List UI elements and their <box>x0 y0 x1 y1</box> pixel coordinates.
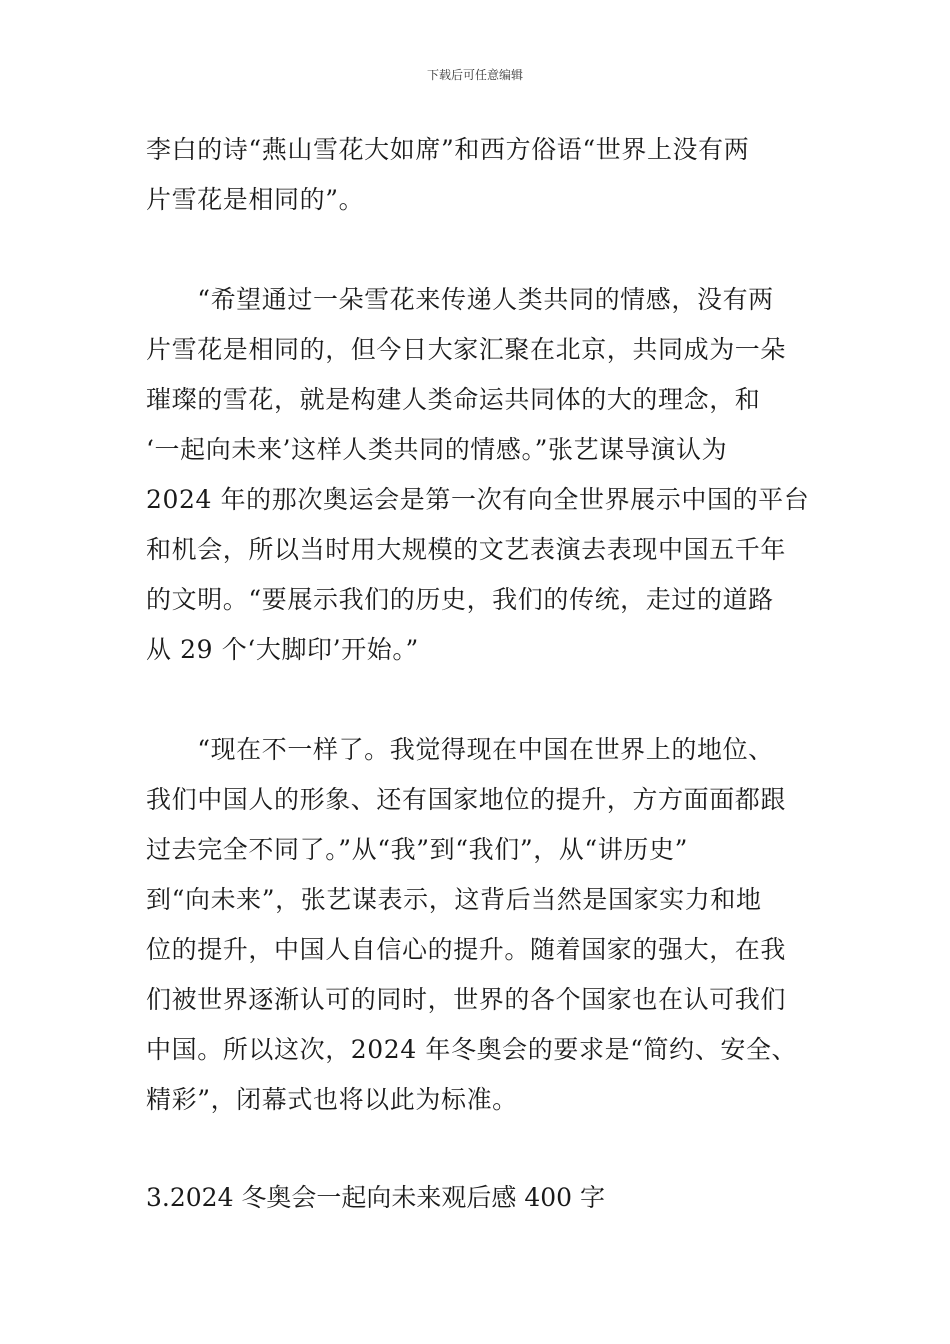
paragraph-line: 我们中国人的形象、还有国家地位的提升，方方面面都跟 <box>146 785 787 814</box>
paragraph-line: “希望通过一朵雪花来传递人类共同的情感，没有两 <box>146 285 774 314</box>
paragraph-line: 片雪花是相同的，但今日大家汇聚在北京，共同成为一朵 <box>146 335 787 364</box>
paragraph-line: 片雪花是相同的”。 <box>146 185 365 214</box>
paragraph-line: 从 29 个‘大脚印’开始。” <box>146 635 419 664</box>
paragraph-line: 们被世界逐渐认可的同时，世界的各个国家也在认可我们 <box>146 985 787 1014</box>
paragraph-line: 的文明。“要展示我们的历史，我们的传统，走过的道路 <box>146 585 774 614</box>
paragraph-line: 到“向未来”，张艺谋表示，这背后当然是国家实力和地 <box>146 885 762 914</box>
paragraph-line: 2024 年的那次奥运会是第一次有向全世界展示中国的平台 <box>146 485 810 514</box>
paragraph-line: 位的提升，中国人自信心的提升。随着国家的强大，在我 <box>146 935 787 964</box>
paragraph-line: 过去完全不同了。”从“我”到“我们”，从“讲历史” <box>146 835 688 864</box>
paragraph-line: “现在不一样了。我觉得现在中国在世界上的地位、 <box>146 735 774 764</box>
paragraph-line: 李白的诗“燕山雪花大如席”和西方俗语“世界上没有两 <box>146 135 750 164</box>
paragraph-line: 精彩”，闭幕式也将以此为标准。 <box>146 1085 518 1114</box>
page-header: 下载后可任意编辑 <box>426 68 523 82</box>
paragraph-line: 璀璨的雪花，就是构建人类命运共同体的大的理念，和 <box>146 385 761 414</box>
paragraph-line: 和机会，所以当时用大规模的文艺表演去表现中国五千年 <box>146 535 787 564</box>
paragraph-line: 中国。所以这次，2024 年冬奥会的要求是“简约、安全、 <box>146 1035 798 1064</box>
paragraph-line: ‘一起向未来’这样人类共同的情感。”张艺谋导演认为 <box>146 435 728 464</box>
section-heading: 3.2024 冬奥会一起向未来观后感 400 字 <box>146 1183 606 1212</box>
